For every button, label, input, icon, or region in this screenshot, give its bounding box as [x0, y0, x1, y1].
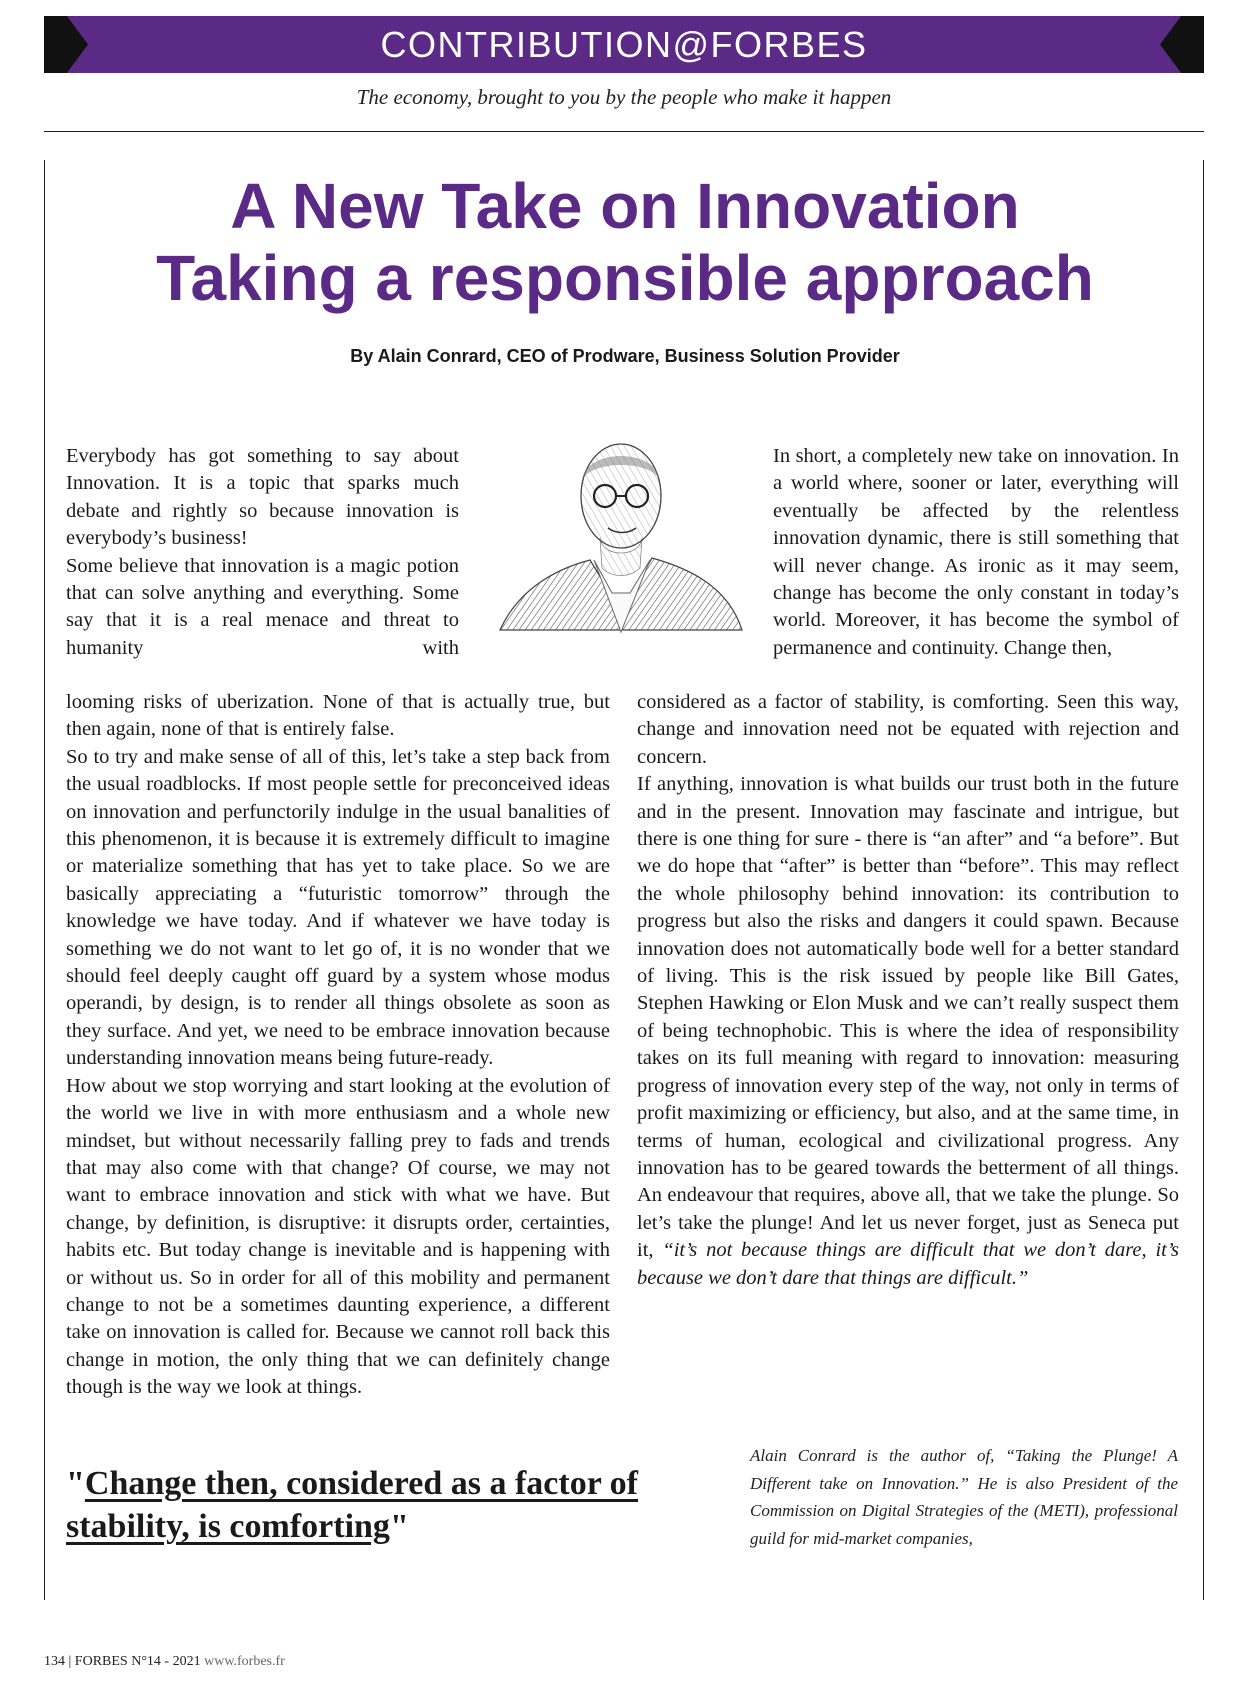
header-divider	[44, 131, 1204, 132]
paragraph: Everybody has got something to say about Innovation. It is a topic that sparks much debate and rightly so because innovation is everybody’s business!	[66, 445, 459, 550]
pull-quote-text: Change then, considered as a factor of stability, is comforting	[66, 1465, 639, 1545]
paragraph: In short, a completely new take on innovation. In a world where, sooner or later, everything will eventually be affected by the relentless innovation dynamic, there is still something that will never change. As ironic as it may seem, change has become the only constant in today’s world. Moreover, it has become the symbol of permanence and continuity. Change then,	[773, 445, 1179, 659]
column-right-main	[637, 689, 1179, 1292]
author-portrait-sketch	[490, 418, 752, 644]
paragraph: Some believe that innovation is a magic potion that can solve anything and everything. Some say that it is a real menace and threat to humanity with	[66, 554, 459, 659]
paragraph-text: If anything, innovation is what builds our trust both in the future and in the present. Innovation may fascinate and intrigue, but there is one thing for sure - there is “an after” and “a before”. But we do hope that “after” is better than “before”. This may reflect the whole philosophy behind innovation: its contribution to progress but also the risks and dangers it could spawn. Because innovation does not automatically bode well for a better standard of living. This is the risk issued by people like Bill Gates, Stephen Hawking or Elon Musk and we can’t really suspect them of being technophobic. This is where the idea of responsibility takes on its full meaning with regard to innovation: measuring progress of innovation every step of the way, not only in terms of profit maximizing or efficiency, but also, and at the same time, in terms of human, ecological and civilizational progress. Any innovation has to be geared towards the betterment of all things. An endeavour that requires, above all, that we take the plunge. So let’s take the plunge! And let us never forget, just as Seneca put it,	[637, 773, 1179, 1262]
banner-left-arrow-icon	[44, 16, 88, 73]
paragraph: So to try and make sense of all of this, let’s take a step back from the usual roadblocks. If most people settle for preconceived ideas on innovation and perfunctorily indulge in the usual banalities of this phenomenon, it is because it is extremely difficult to imagine or materialize something that has yet to take place. So we are basically appreciating a “futuristic tomorrow” through the knowledge we have today. And if whatever we have today is something we do not want to let go of, it is no wonder that we should feel deeply caught off guard by a system whose modus operandi, by design, is to render all things obsolete as soon as they surface. And yet, we need to be embrace innovation because understanding innovation means being future-ready.	[66, 745, 610, 1070]
paragraph: looming risks of uberization. None of that is actually true, but then again, none of that is entirely false.	[66, 691, 610, 741]
left-margin-rule	[44, 160, 45, 1600]
column-left-main	[66, 689, 610, 1402]
byline: By Alain Conrard, CEO of Prodware, Business Solution Provider	[350, 346, 900, 366]
headline-line-1: A New Take on Innovation	[230, 170, 1020, 242]
paragraph: considered as a factor of stability, is comforting. Seen this way, change and innovation need not be equated with rejection and concern.	[637, 691, 1179, 768]
paragraph	[637, 771, 1179, 1292]
footer-page-info: 134 | FORBES N°14 - 2021	[44, 1654, 201, 1669]
pull-quote: "Change then, considered as a factor of stability, is comforting"	[66, 1465, 639, 1545]
page-footer	[44, 1654, 285, 1670]
column-right-top	[773, 443, 1179, 662]
column-left-top	[66, 443, 459, 662]
footer-url: www.forbes.fr	[204, 1654, 285, 1669]
paragraph: How about we stop worrying and start looking at the evolution of the world we live in with more enthusiasm and a whole new mindset, but without necessarily falling prey to fads and trends that may also come with that change? Of course, we may not want to embrace innovation and stick with what we have. But change, by definition, is disruptive: it disrupts order, certainties, habits etc. But today change is inevitable and is happening with or without us. So in order for all of this mobility and permanent change to not be a sometimes daunting experience, a different take on innovation is called for. Because we cannot roll back this change in motion, the only thing that we can definitely change though is the way we look at things.	[66, 1074, 610, 1399]
seneca-quote: “it’s not because things are difficult that we don’t dare, it’s because we don’t dare that things are difficult.”	[637, 1239, 1179, 1289]
author-bio: Alain Conrard is the author of, “Taking the Plunge! A Different take on Innovation.” He is also President of the Commission on Digital Strategies of the (METI), professional guild for mid-market companies,	[750, 1446, 1178, 1548]
banner-title: CONTRIBUTION@FORBES	[380, 23, 868, 65]
section-tagline: The economy, brought to you by the people who make it happen	[356, 85, 892, 109]
headline-line-2: Taking a responsible approach	[156, 242, 1094, 314]
article-headline	[60, 170, 1190, 314]
banner-right-arrow-icon	[1160, 16, 1204, 73]
section-banner	[44, 16, 1204, 73]
right-margin-rule	[1203, 160, 1204, 1600]
